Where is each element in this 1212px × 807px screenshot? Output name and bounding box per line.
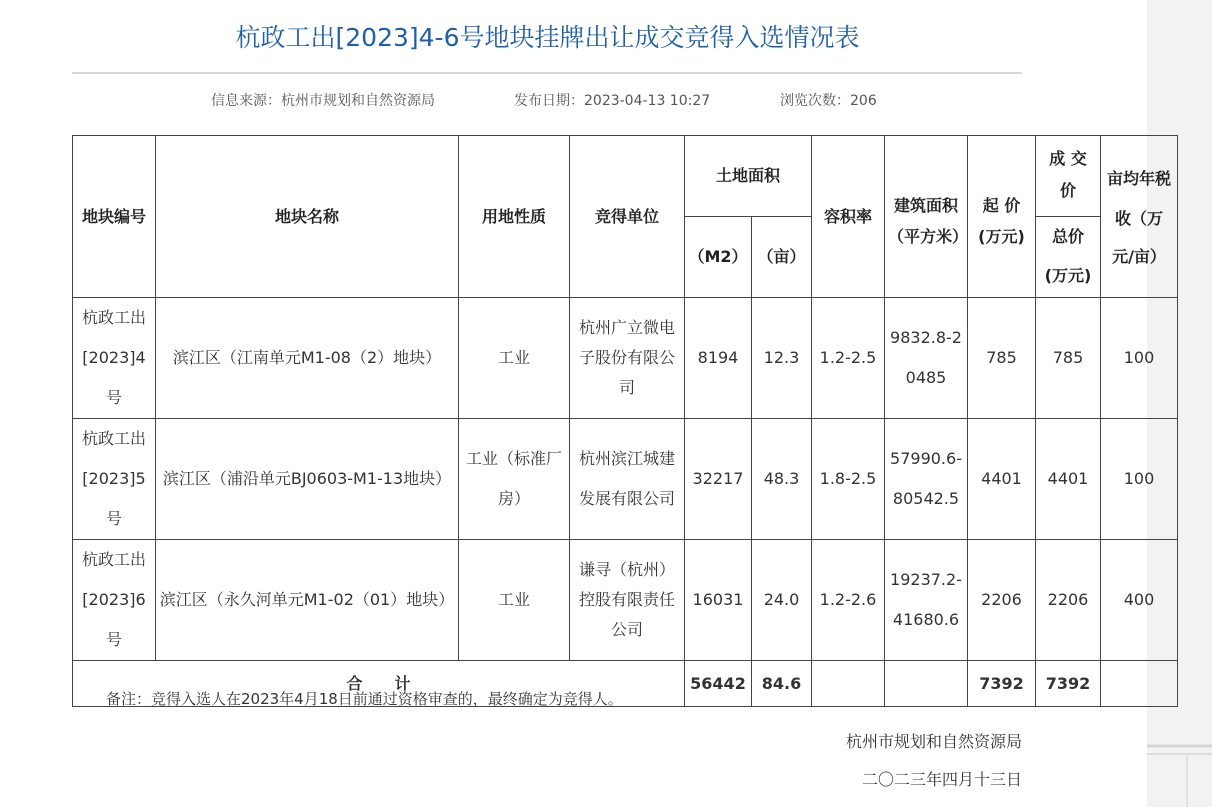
cell-winner: 杭州广立微电子股份有限公司 — [570, 298, 685, 419]
header-tax-line3: 元/亩） — [1112, 246, 1166, 266]
cell-build-area: 9832.8-20485 — [885, 298, 968, 419]
cell-plot-no: 杭政工出[2023]5号 — [73, 419, 156, 540]
table-row — [73, 419, 1178, 540]
cell-area-m2: 32217 — [685, 419, 752, 540]
cell-plot-name: 滨江区（江南单元M1-08（2）地块） — [156, 298, 459, 419]
cell-land-use: 工业 — [459, 540, 570, 661]
table-row — [73, 298, 1178, 419]
remark: 备注：竞得入选人在2023年4月18日前通过资格审查的，最终确定为竞得人。 — [106, 690, 623, 708]
header-start-price — [968, 136, 1036, 298]
header-deal-total — [1036, 217, 1101, 298]
total-area-m2: 56442 — [685, 661, 752, 707]
cell-deal-price: 4401 — [1036, 419, 1101, 540]
publish-date: 发布日期：2023-04-13 10:27 — [514, 93, 711, 109]
cell-tax: 400 — [1101, 540, 1178, 661]
header-tax — [1101, 136, 1178, 298]
cell-far: 1.2-2.6 — [812, 540, 885, 661]
total-deal-price: 7392 — [1036, 661, 1101, 707]
total-area-mu: 84.6 — [752, 661, 812, 707]
header-deal-total-line2: (万元) — [1044, 266, 1092, 285]
header-deal-price — [1036, 136, 1101, 217]
info-source: 信息来源：杭州市规划和自然资源局 — [211, 93, 435, 109]
cell-area-m2: 16031 — [685, 540, 752, 661]
header-area-m2: （M2） — [685, 217, 752, 298]
cell-plot-no: 杭政工出[2023]4号 — [73, 298, 156, 419]
cell-tax: 100 — [1101, 298, 1178, 419]
cell-start-price: 4401 — [968, 419, 1036, 540]
cell-plot-no: 杭政工出[2023]6号 — [73, 540, 156, 661]
header-build-area-line2: （平方米） — [888, 226, 969, 246]
header-deal-price-line2: 价 — [1059, 181, 1076, 200]
cell-deal-price: 785 — [1036, 298, 1101, 419]
view-count: 浏览次数：206 — [780, 93, 877, 109]
cell-build-area: 19237.2-41680.6 — [885, 540, 968, 661]
cell-winner: 谦寻（杭州）控股有限责任公司 — [570, 540, 685, 661]
total-label: 合 计 — [73, 661, 685, 707]
cell-area-mu: 12.3 — [752, 298, 812, 419]
header-tax-line1: 亩均年税 — [1106, 168, 1171, 188]
total-build-area-empty — [885, 661, 968, 707]
title-divider — [72, 72, 1022, 74]
total-far-empty — [812, 661, 885, 707]
cell-plot-name: 滨江区（永久河单元M1-02（01）地块） — [156, 540, 459, 661]
cell-far: 1.8-2.5 — [812, 419, 885, 540]
header-land-use: 用地性质 — [459, 136, 570, 298]
header-tax-line2: 收（万 — [1114, 208, 1163, 228]
header-build-area-line1: 建筑面积 — [893, 195, 958, 215]
header-winner: 竞得单位 — [570, 136, 685, 298]
cell-tax: 100 — [1101, 419, 1178, 540]
header-start-price-line1: 起 价 — [982, 195, 1021, 215]
header-start-price-line2: (万元) — [978, 226, 1025, 246]
cell-plot-name: 滨江区（浦沿单元BJ0603-M1-13地块） — [156, 419, 459, 540]
cell-area-mu: 24.0 — [752, 540, 812, 661]
total-tax-empty — [1101, 661, 1178, 707]
cell-far: 1.2-2.5 — [812, 298, 885, 419]
cell-start-price: 785 — [968, 298, 1036, 419]
cell-land-use: 工业 — [459, 298, 570, 419]
cell-area-m2: 8194 — [685, 298, 752, 419]
header-plot-name: 地块名称 — [156, 136, 459, 298]
cell-winner: 杭州滨江城建发展有限公司 — [570, 419, 685, 540]
header-far: 容积率 — [812, 136, 885, 298]
cell-area-mu: 48.3 — [752, 419, 812, 540]
signature-date: 二〇二三年四月十三日 — [861, 770, 1022, 789]
total-start-price: 7392 — [968, 661, 1036, 707]
table-row — [73, 540, 1178, 661]
header-deal-price-line1: 成 交 — [1049, 149, 1087, 168]
signature-org: 杭州市规划和自然资源局 — [845, 732, 1022, 751]
header-area-mu: （亩） — [752, 217, 812, 298]
cell-start-price: 2206 — [968, 540, 1036, 661]
result-table — [72, 135, 1178, 707]
cell-land-use: 工业（标准厂房） — [459, 419, 570, 540]
cell-deal-price: 2206 — [1036, 540, 1101, 661]
page-title: 杭政工出[2023]4-6号地块挂牌出让成交竞得入选情况表 — [235, 23, 860, 52]
header-plot-no: 地块编号 — [73, 136, 156, 298]
header-deal-total-line1: 总价 — [1051, 227, 1084, 246]
header-land-area: 土地面积 — [685, 136, 812, 217]
header-build-area — [885, 136, 968, 298]
cell-build-area: 57990.6-80542.5 — [885, 419, 968, 540]
decorative-lines — [1147, 742, 1212, 807]
